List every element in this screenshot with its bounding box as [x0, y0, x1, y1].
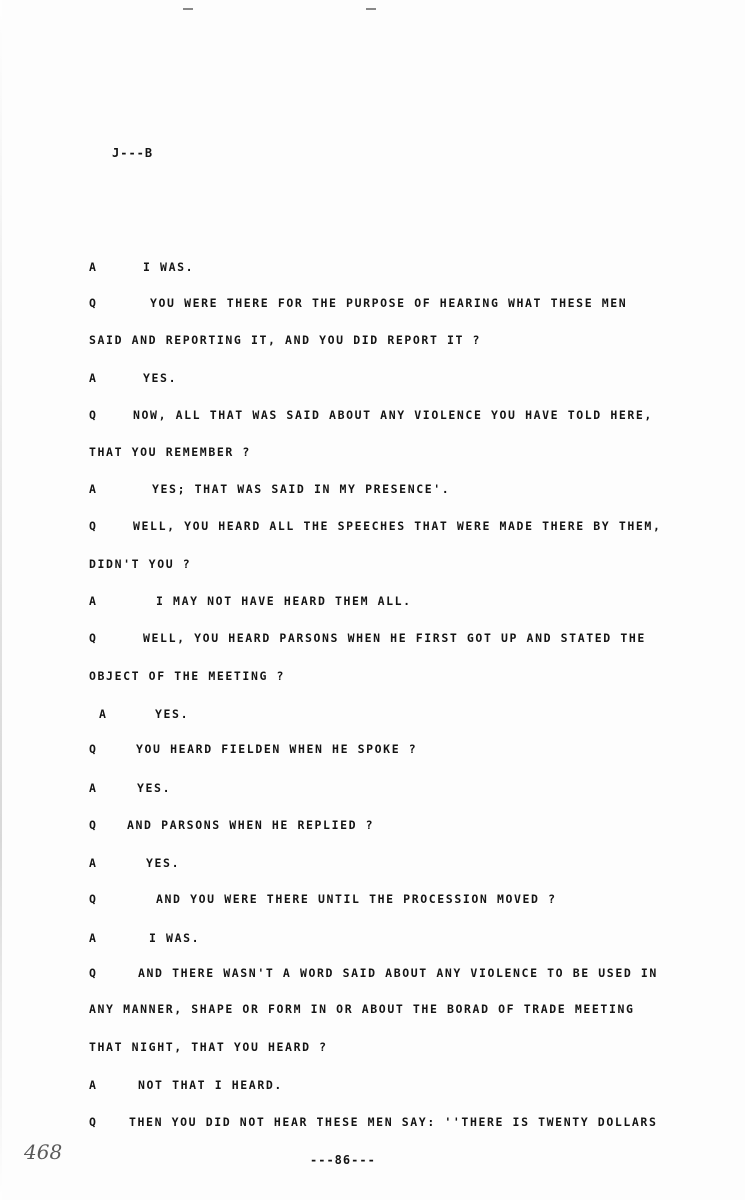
- answer-marker: A: [89, 781, 96, 795]
- transcript-line: NOW, ALL THAT WAS SAID ABOUT ANY VIOLENCE YOU HAVE TOLD HERE,: [133, 408, 653, 422]
- transcript-line: YOU HEARD FIELDEN WHEN HE SPOKE ?: [136, 742, 418, 756]
- question-marker: Q: [89, 742, 96, 756]
- answer-marker: A: [89, 482, 96, 496]
- transcript-line: YES.: [155, 707, 190, 721]
- question-marker: Q: [89, 631, 96, 645]
- answer-marker: A: [89, 931, 96, 945]
- transcript-line: AND YOU WERE THERE UNTIL THE PROCESSION MOVED ?: [156, 892, 557, 906]
- transcript-line: AND THERE WASN'T A WORD SAID ABOUT ANY VIOLENCE TO BE USED IN: [138, 966, 658, 980]
- question-marker: Q: [89, 1115, 96, 1129]
- transcript-line: ANY MANNER, SHAPE OR FORM IN OR ABOUT THE BORAD OF TRADE MEETING: [89, 1002, 635, 1016]
- transcript-line: WELL, YOU HEARD PARSONS WHEN HE FIRST GOT UP AND STATED THE: [143, 631, 646, 645]
- question-marker: Q: [89, 892, 96, 906]
- transcript-line: I MAY NOT HAVE HEARD THEM ALL.: [156, 594, 412, 608]
- answer-marker: A: [89, 371, 96, 385]
- handwritten-margin-note: 468: [24, 1140, 63, 1164]
- transcript-line: DIDN'T YOU ?: [89, 557, 192, 571]
- transcript-line: NOT THAT I HEARD.: [138, 1078, 283, 1092]
- transcript-line: I WAS.: [143, 260, 195, 274]
- answer-marker: A: [99, 707, 106, 721]
- page-header-code: J---B: [112, 146, 154, 160]
- transcript-line: AND PARSONS WHEN HE REPLIED ?: [127, 818, 375, 832]
- scan-edge-shadow: [0, 0, 2, 1200]
- transcript-line: YES.: [143, 371, 178, 385]
- transcript-line: YES.: [146, 856, 181, 870]
- question-marker: Q: [89, 966, 96, 980]
- answer-marker: A: [89, 856, 96, 870]
- question-marker: Q: [89, 296, 96, 310]
- transcript-line: THAT YOU REMEMBER ?: [89, 445, 251, 459]
- answer-marker: A: [89, 594, 96, 608]
- question-marker: Q: [89, 519, 96, 533]
- transcript-line: YOU WERE THERE FOR THE PURPOSE OF HEARING WHAT THESE MEN: [150, 296, 628, 310]
- answer-marker: A: [89, 260, 96, 274]
- question-marker: Q: [89, 408, 96, 422]
- transcript-line: YES.: [137, 781, 172, 795]
- answer-marker: A: [89, 1078, 96, 1092]
- scan-artifact-mark: [366, 8, 376, 10]
- transcript-line: WELL, YOU HEARD ALL THE SPEECHES THAT WERE MADE THERE BY THEM,: [133, 519, 662, 533]
- transcript-line: I WAS.: [149, 931, 201, 945]
- scan-artifact-mark: [183, 8, 193, 10]
- transcript-line: THEN YOU DID NOT HEAR THESE MEN SAY: ''THERE IS TWENTY DOLLARS: [129, 1115, 658, 1129]
- transcript-line: OBJECT OF THE MEETING ?: [89, 669, 286, 683]
- transcript-line: SAID AND REPORTING IT, AND YOU DID REPORT IT ?: [89, 333, 482, 347]
- transcript-line: THAT NIGHT, THAT YOU HEARD ?: [89, 1040, 328, 1054]
- page-number: ---86---: [310, 1153, 376, 1167]
- transcript-line: YES; THAT WAS SAID IN MY PRESENCE'.: [152, 482, 451, 496]
- question-marker: Q: [89, 818, 96, 832]
